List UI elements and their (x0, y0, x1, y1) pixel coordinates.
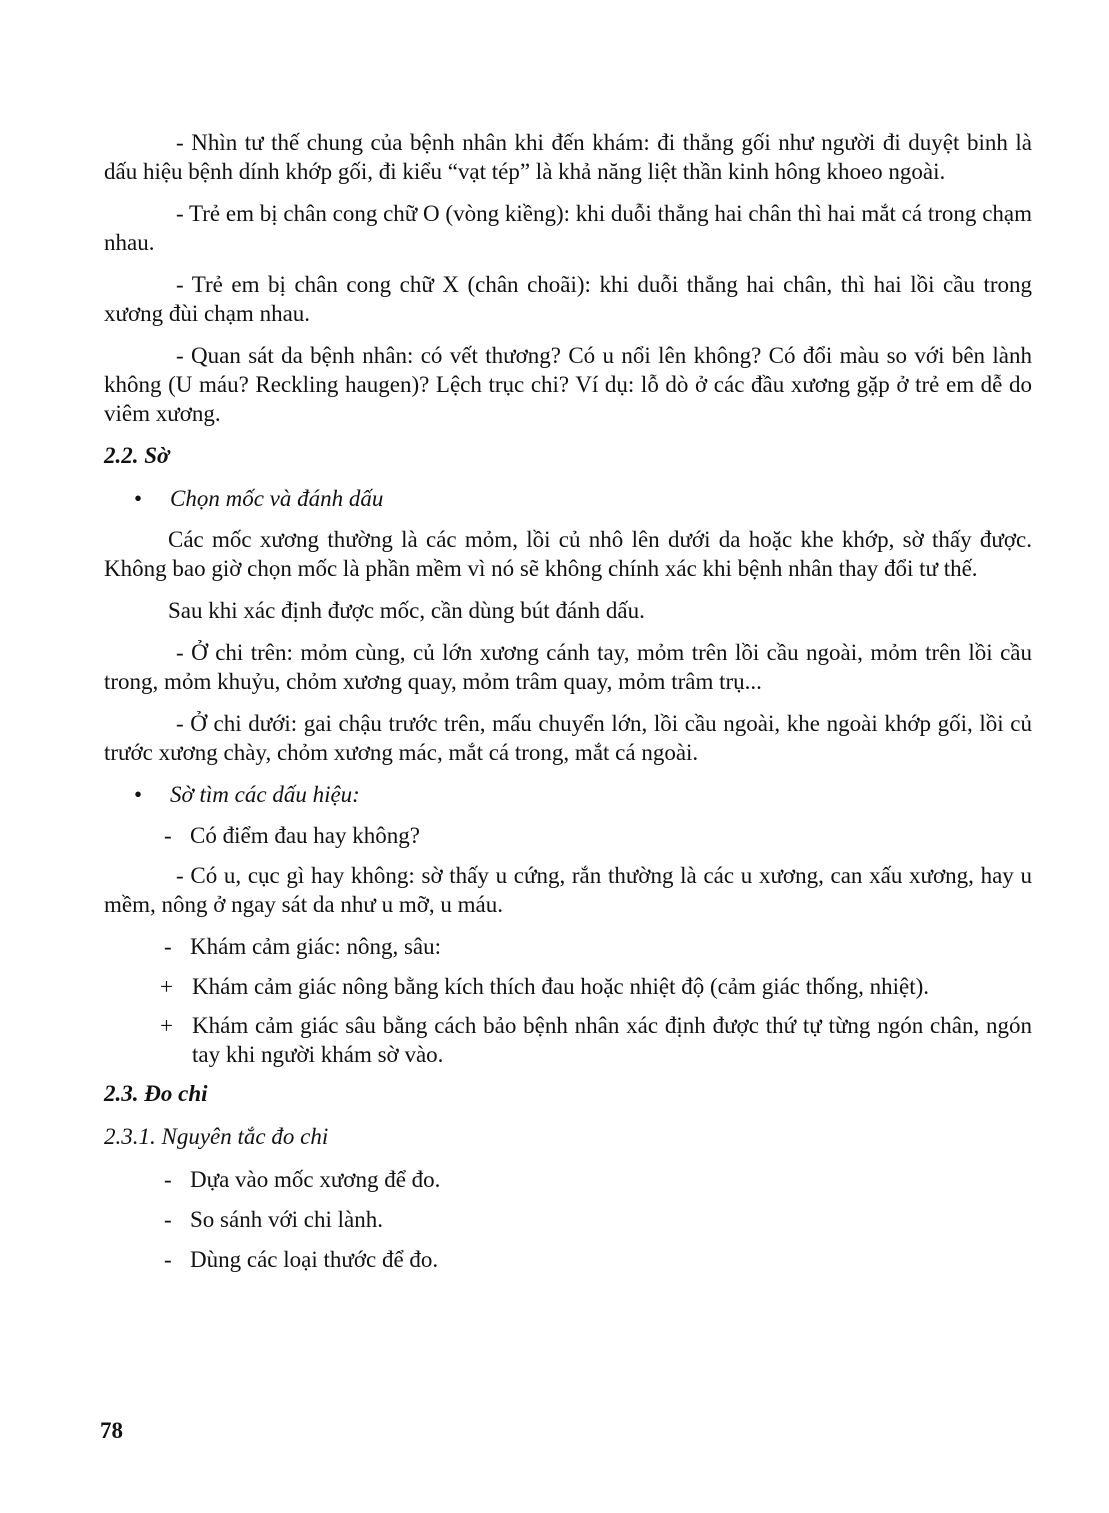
bullet-item-signs (104, 780, 1032, 809)
dash-text: So sánh với chi lành. (190, 1207, 383, 1232)
dash-marker: - (164, 1247, 172, 1272)
bullet-item-landmarks (104, 484, 1032, 513)
paragraph-lumps: - Có u, cục gì hay không: sờ thấy u cứng, rắn thường là các u xương, can xấu xương, hay u mềm, nông ở ngay sát da như u mỡ, u máu. (104, 863, 1032, 917)
paragraph-o-legs: - Trẻ em bị chân cong chữ O (vòng kiềng): khi duỗi thẳng hai chân thì hai mắt cá trong chạm nhau. (104, 201, 1032, 255)
dash-marker: - (164, 1167, 172, 1192)
plus-marker: + (160, 974, 173, 999)
dash-text: Có điểm đau hay không? (190, 823, 420, 848)
bullet-text: Chọn mốc và đánh dấu (170, 486, 384, 511)
paragraph-skin: - Quan sát da bệnh nhân: có vết thương? Có u nổi lên không? Có đổi màu so với bên lành không (U máu? Reckling haugen)? Lệch trục chi? Ví dụ: lỗ dò ở các đầu xương gặp ở trẻ em dễ do viêm xương. (104, 343, 1032, 426)
dash-marker: - (164, 823, 172, 848)
paragraph-landmarks: Các mốc xương thường là các mỏm, lồi củ nhô lên dưới da hoặc khe khớp, sờ thấy được. Không bao giờ chọn mốc là phần mềm vì nó sẽ không chính xác khi bệnh nhân thay đổi tư thế. (104, 527, 1032, 581)
plus-item-deep (104, 1011, 1032, 1069)
plus-marker: + (160, 1013, 173, 1038)
dash-item-pain (104, 821, 1032, 850)
paragraph-lower-limb: - Ở chi dưới: gai chậu trước trên, mấu chuyển lớn, lồi cầu ngoài, khe ngoài khớp gối, lồi củ trước xương chày, chỏm xương mác, mắt cá trong, mắt cá ngoài. (104, 711, 1032, 765)
dash-text: Dùng các loại thước để đo. (190, 1247, 439, 1272)
section-heading-measure: 2.3. Đo chi (104, 1081, 208, 1106)
dash-item-landmark-measure (104, 1165, 1032, 1194)
dash-text: Khám cảm giác: nông, sâu: (190, 934, 442, 959)
plus-text: Khám cảm giác nông bằng kích thích đau hoặc nhiệt độ (cảm giác thống, nhiệt). (192, 974, 930, 999)
dash-item-compare (104, 1205, 1032, 1234)
dash-item-sensation (104, 932, 1032, 961)
bullet-text: Sờ tìm các dấu hiệu: (170, 782, 360, 807)
dash-item-rulers (104, 1245, 1032, 1274)
section-heading-palpation: 2.2. Sờ (104, 443, 170, 468)
dash-marker: - (164, 934, 172, 959)
dash-text: Dựa vào mốc xương để đo. (190, 1167, 441, 1192)
page-number: 78 (100, 1418, 123, 1443)
subsection-heading-principles: 2.3.1. Nguyên tắc đo chi (104, 1124, 329, 1149)
paragraph-x-legs: - Trẻ em bị chân cong chữ X (chân choãi): khi duỗi thẳng hai chân, thì hai lồi cầu trong xương đùi chạm nhau. (104, 272, 1032, 326)
bullet-marker: • (134, 782, 143, 807)
dash-marker: - (164, 1207, 172, 1232)
page-body (104, 128, 1032, 1285)
bullet-marker: • (134, 486, 143, 511)
paragraph-marking: Sau khi xác định được mốc, cần dùng bút đánh dấu. (168, 598, 645, 623)
paragraph-posture: - Nhìn tư thế chung của bệnh nhân khi đến khám: đi thẳng gối như người đi duyệt binh là dấu hiệu bệnh dính khớp gối, đi kiểu “vạt tép” là khả năng liệt thần kinh hông khoeo ngoài. (104, 130, 1032, 184)
paragraph-upper-limb: - Ở chi trên: mỏm cùng, củ lớn xương cánh tay, mỏm trên lồi cầu ngoài, mỏm trên lồi cầu trong, mỏm khuỷu, chỏm xương quay, mỏm trâm quay, mỏm trâm trụ... (104, 640, 1032, 694)
plus-item-superficial (104, 972, 1032, 1001)
plus-text: Khám cảm giác sâu bằng cách bảo bệnh nhân xác định được thứ tự từng ngón chân, ngón tay khi người khám sờ vào. (192, 1013, 1032, 1067)
